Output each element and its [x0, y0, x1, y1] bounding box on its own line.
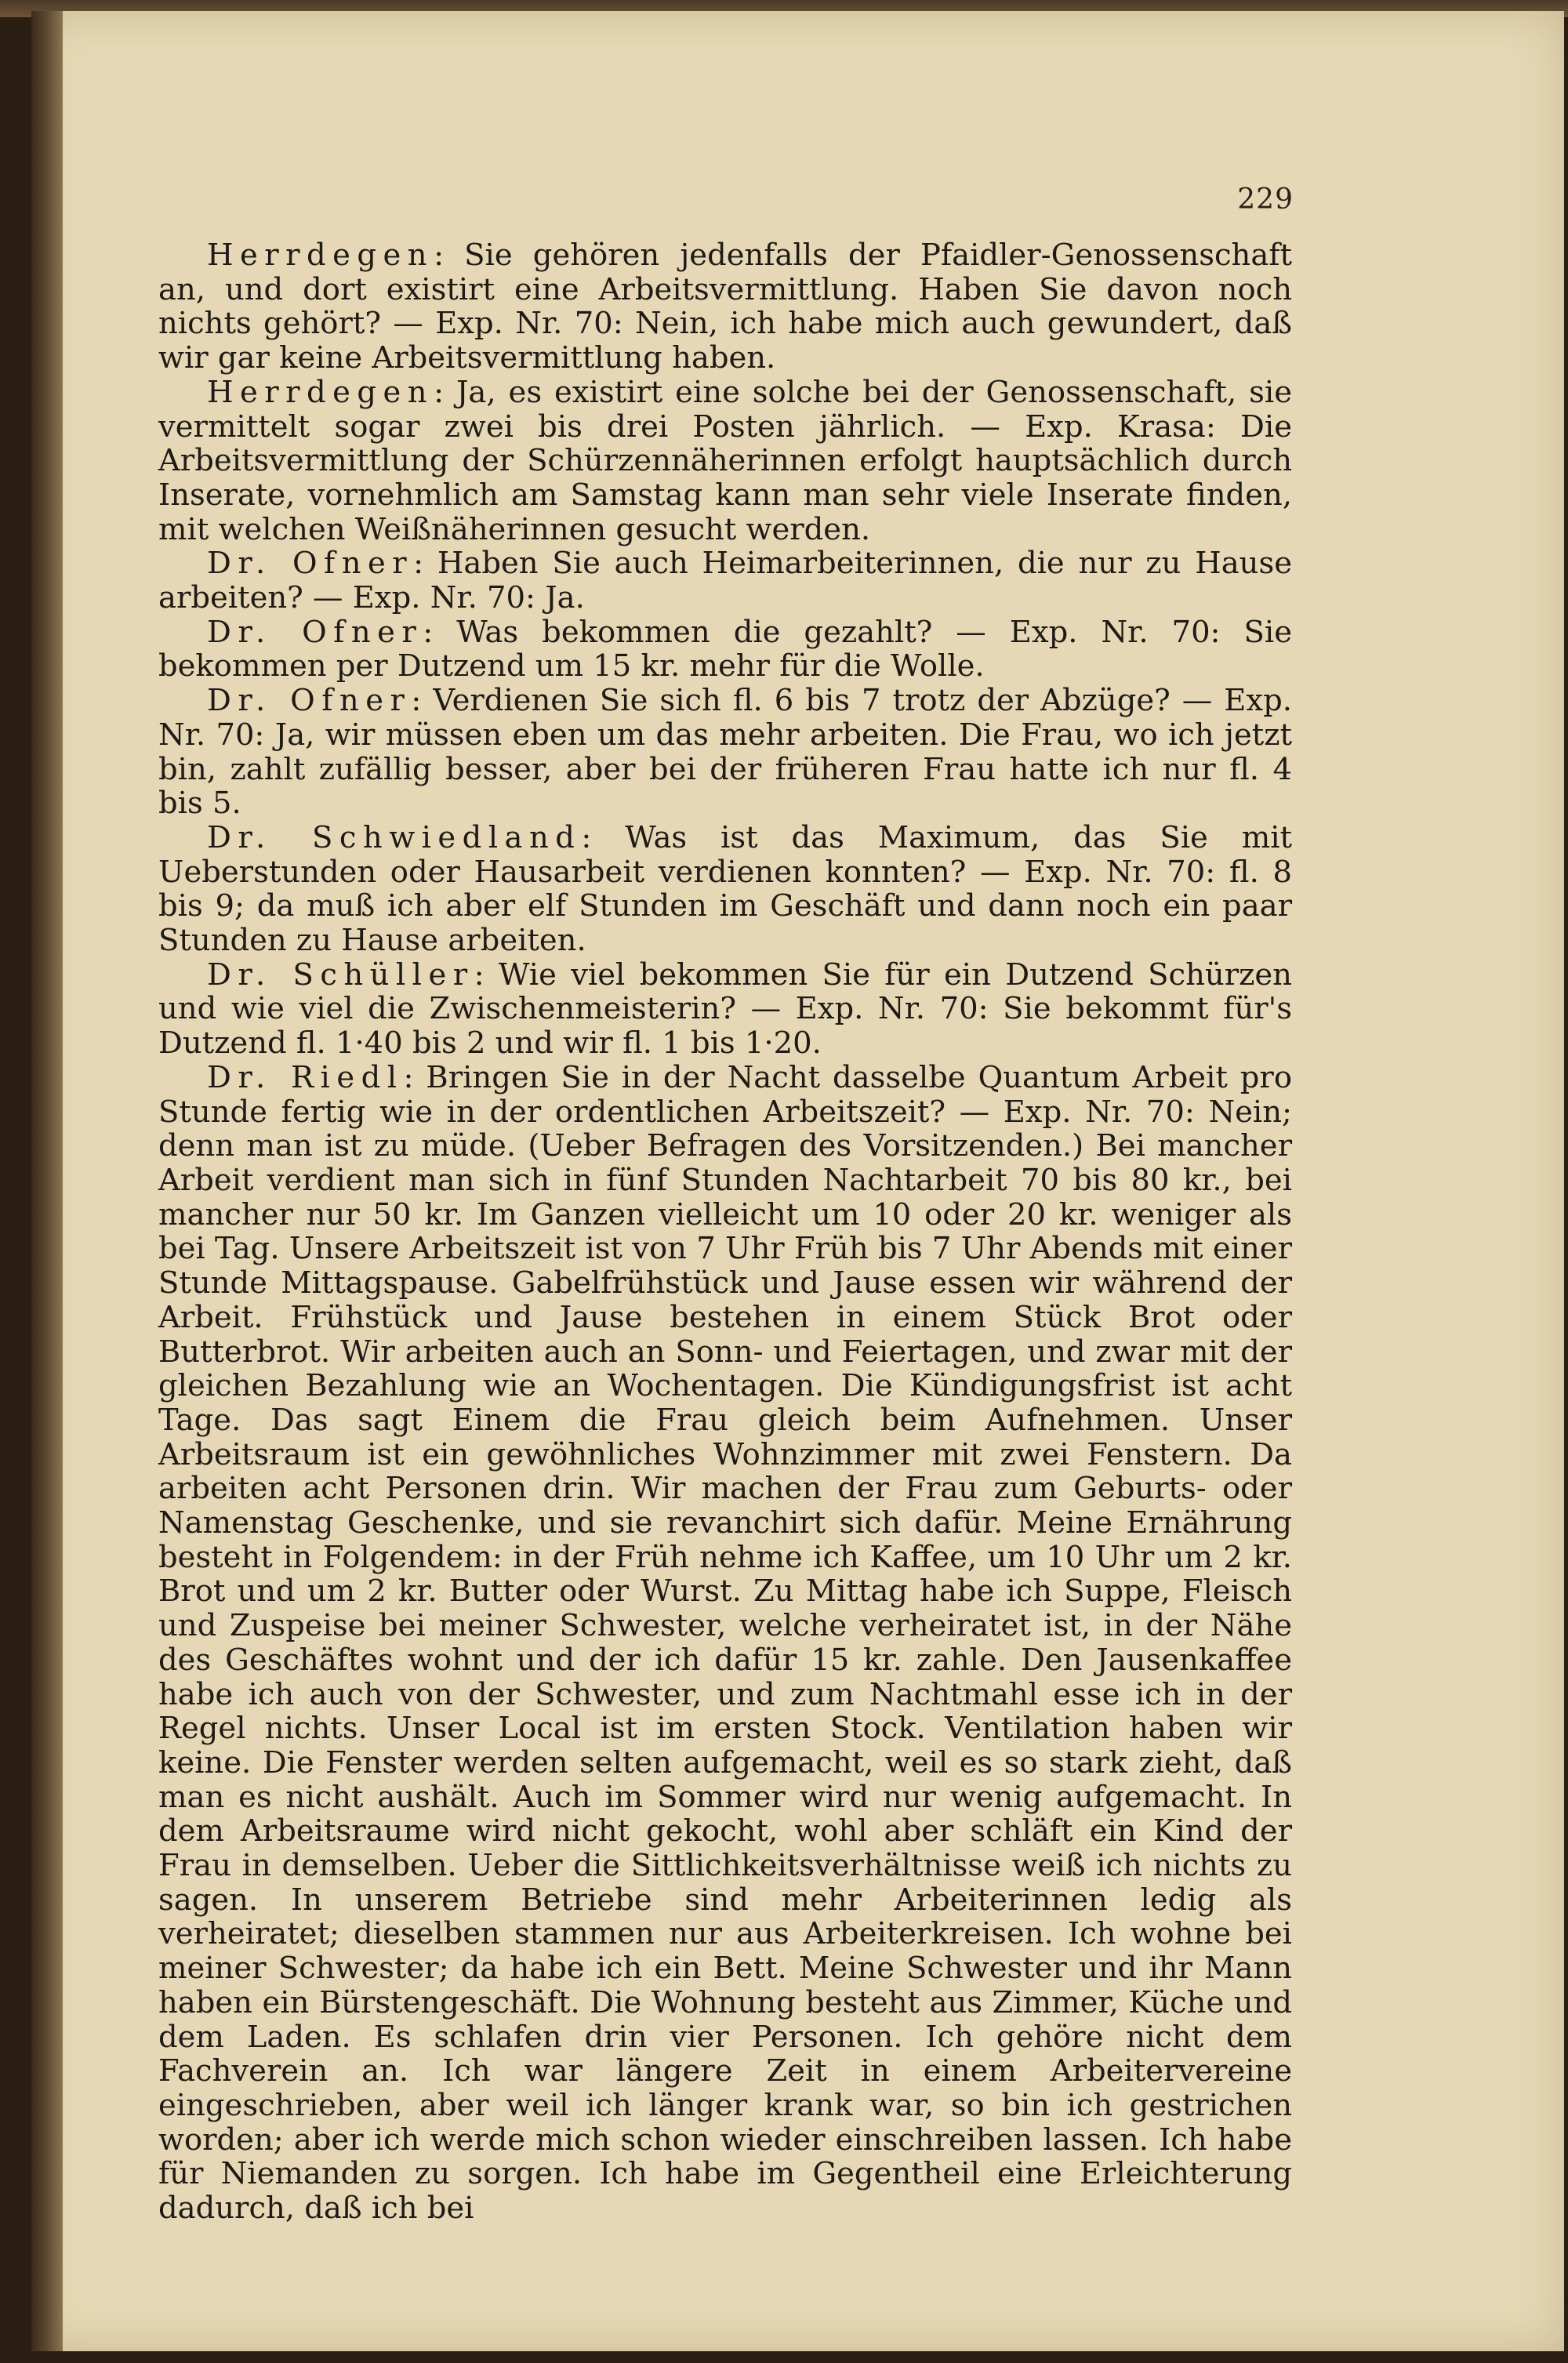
speaker-name: Herrdegen	[207, 238, 434, 273]
paragraph	[158, 238, 1292, 376]
body-text	[158, 238, 1292, 2226]
paragraph	[158, 684, 1292, 821]
speaker-name: Herrdegen	[207, 374, 434, 410]
speaker-name: Dr. Ofner	[207, 683, 412, 719]
paragraph-text: : Bringen Sie in der Nacht dasselbe Quantum Arbeit pro Stunde fertig wie in der ordentlichen Arbeitszeit? — Exp. Nr. 70: Nein; denn man ist zu müde. (Ueber Befragen des Vorsitzenden.) Bei mancher Arbeit verdient man sich in fünf Stunden Nachtarbeit 70 bis 80 kr., bei mancher nur 50 kr. Im Ganzen vielleicht um 10 oder 20 kr. weniger als bei Tag. Unsere Arbeitszeit ist von 7 Uhr Früh bis 7 Uhr Abends mit einer Stunde Mittagspause. Gabelfrühstück und Jause essen wir während der Arbeit. Frühstück und Jause bestehen in einem Stück Brot oder Butterbrot. Wir arbeiten auch an Sonn- und Feiertagen, und zwar mit der gleichen Bezahlung wie an Wochentagen. Die Kündigungsfrist ist acht Tage. Das sagt Einem die Frau gleich beim Aufnehmen. Unser Arbeitsraum ist ein gewöhnliches Wohnzimmer mit zwei Fenstern. Da arbeiten acht Personen drin. Wir machen der Frau zum Geburts- oder Namenstag Geschenke, und sie revanchirt sich dafür. Meine Ernährung besteht in Folgendem: in der Früh nehme ich Kaffee, um 10 Uhr um 2 kr. Brot und um 2 kr. Butter oder Wurst. Zu Mittag habe ich Suppe, Fleisch und Zuspeise bei meiner Schwester, welche verheiratet ist, in der Nähe des Geschäftes wohnt und der ich dafür 15 kr. zahle. Den Jausenkaffee habe ich auch von der Schwester, und zum Nachtmahl esse ich in der Regel nichts. Unser Local ist im ersten Stock. Ventilation haben wir keine. Die Fenster werden selten aufgemacht, weil es so stark zieht, daß man es nicht aushält. Auch im Sommer wird nur wenig aufgemacht. In dem Arbeitsraume wird nicht gekocht, wohl aber schläft ein Kind der Frau in demselben. Ueber die Sittlichkeitsverhältnisse weiß ich nichts zu sagen. In unserem Betriebe sind mehr Arbeiterinnen ledig als verheiratet; dieselben stammen nur aus Arbeiterkreisen. Ich wohne bei meiner Schwester; da habe ich ein Bett. Meine Schwester und ihr Mann haben ein Bürstengeschäft. Die Wohnung besteht aus Zimmer, Küche und dem Laden. Es schlafen drin vier Personen. Ich gehöre nicht dem Fachverein an. Ich war längere Zeit in einem Arbeitervereine eingeschrieben, aber weil ich länger krank war, so bin ich gestrichen worden; aber ich werde mich schon wieder einschreiben lassen. Ich habe für Niemanden zu sorgen. Ich habe im Gegentheil eine Erleichterung dadurch, daß ich bei	[158, 1059, 1293, 2227]
paragraph-text: : Wie viel bekommen Sie für ein Dutzend Schürzen und wie viel die Zwischenmeisterin? — Exp. Nr. 70: Sie bekommt für's Dutzend fl. 1·40 bis 2 und wir fl. 1 bis 1·20.	[158, 956, 1292, 1062]
paragraph	[158, 546, 1292, 615]
paragraph	[158, 958, 1292, 1061]
speaker-name: Dr. Schwiedland	[207, 819, 582, 855]
speaker-name: Dr. Ofner	[207, 546, 414, 582]
paragraph	[158, 1061, 1292, 2226]
paragraph	[158, 821, 1292, 958]
paragraph	[158, 376, 1292, 547]
book-spine	[31, 11, 63, 2351]
speaker-name: Dr. Schüller	[207, 956, 474, 993]
page-number: 229	[1237, 183, 1294, 216]
paragraph-text: : Sie gehören jedenfalls der Pfaidler-Genossenschaft an, und dort existirt eine Arbeitsvermittlung. Haben Sie davon noch nichts gehört? — Exp. Nr. 70: Nein, ich habe mich auch gewundert, daß wir gar keine Arbeitsvermittlung haben.	[158, 238, 1292, 376]
paragraph-text: : Haben Sie auch Heimarbeiterinnen, die nur zu Hause arbeiten? — Exp. Nr. 70: Ja.	[158, 546, 1292, 616]
paragraph-text: : Verdienen Sie sich fl. 6 bis 7 trotz der Abzüge? — Exp. Nr. 70: Ja, wir müssen eben um das mehr arbeiten. Die Frau, wo ich jetzt bin, zahlt zufällig besser, aber bei der früheren Frau hatte ich nur fl. 4 bis 5.	[158, 683, 1293, 822]
paragraph-text: : Ja, es existirt eine solche bei der Genossenschaft, sie vermittelt sogar zwei bis drei Posten jährlich. — Exp. Krasa: Die Arbeitsvermittlung der Schürzennäherinnen erfolgt hauptsächlich durch Inserate, vornehmlich am Samstag kann man sehr viele Inserate finden, mit welchen Weißnäherinnen gesucht werden.	[158, 374, 1292, 547]
paragraph-text: : Was bekommen die gezahlt? — Exp. Nr. 70: Sie bekommen per Dutzend um 15 kr. mehr für die Wolle.	[158, 614, 1292, 684]
speaker-name: Dr. Riedl	[207, 1059, 404, 1095]
book-page	[31, 11, 1564, 2351]
speaker-name: Dr. Ofner	[207, 614, 423, 650]
paragraph	[158, 615, 1292, 684]
paragraph-text: : Was ist das Maximum, das Sie mit Ueberstunden oder Hausarbeit verdienen konnten? — Exp. Nr. 70: fl. 8 bis 9; da muß ich aber elf Stunden im Geschäft und dann noch ein paar Stunden zu Hause arbeiten.	[158, 819, 1292, 959]
